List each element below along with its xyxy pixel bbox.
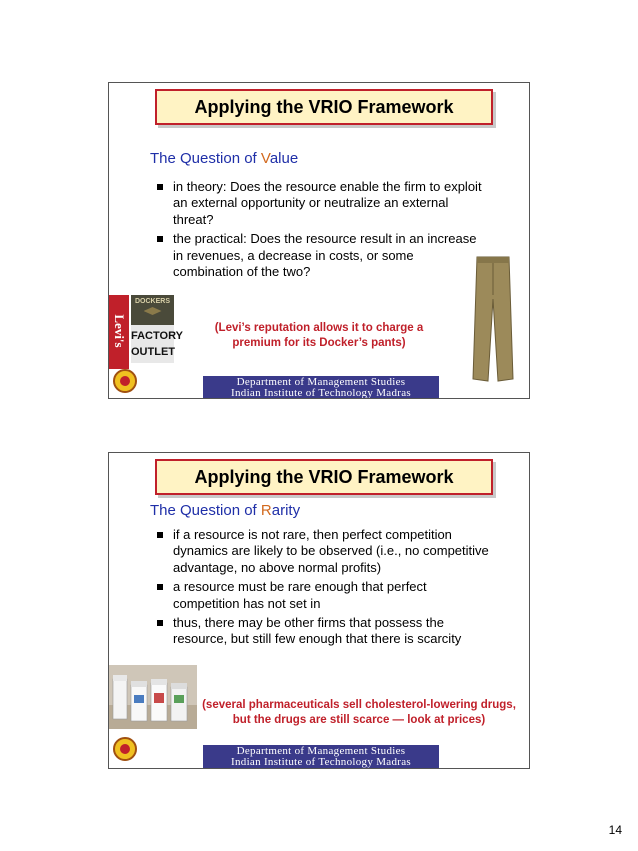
list-item [155,615,495,648]
dockers-brand: DOCKERS [134,298,170,305]
slide-value [108,82,530,399]
levis-logo-text: Levi's [112,314,127,348]
note-line: (several pharmaceuticals sell cholesterol-lowering drugs, [202,699,516,711]
bullet-text: if a resource is not rare, then perfect competition dynamics are likely to be observed (i.e., no competitive advantage, no above normal profits) [173,527,489,575]
banner-line2: Indian Institute of Technology Madras [231,756,411,768]
levis-logo [109,295,129,369]
question-heading [150,150,298,167]
bullet-list [155,179,485,283]
slide-title: Applying the VRIO Framework [155,459,493,495]
dockers-panel [131,295,174,325]
bullet-marker [157,236,163,242]
bullet-text: thus, there may be other firms that possess the resource, but still few enough that there is scarcity [173,615,462,647]
page-number: 14 [608,823,622,837]
question-rest: alue [269,150,299,167]
banner-line2: Indian Institute of Technology Madras [231,387,411,399]
question-initial: R [260,502,272,519]
bullet-marker [157,620,163,626]
department-banner [203,745,439,769]
question-rest: arity [271,502,301,519]
question-heading [150,502,300,519]
list-item [155,231,485,280]
question-initial: V [260,150,270,167]
bullet-marker [157,584,163,590]
list-item [155,579,495,612]
iit-seal-icon [113,369,137,393]
question-prefix: The Question of [150,502,261,519]
bullet-list [155,527,495,651]
sign-line2: OUTLET [131,346,175,358]
example-note [191,698,527,728]
department-banner [203,376,439,399]
bullet-text: the practical: Does the resource result in an increase in revenues, a decrease in costs, or some combination of the two? [173,231,477,280]
bullet-marker [157,532,163,538]
sign-line1: FACTORY [131,330,183,342]
note-line: premium for its Docker’s pants) [232,337,406,349]
question-prefix: The Question of [150,150,261,167]
example-note [199,321,439,351]
khaki-pants-image [471,255,515,383]
list-item [155,527,495,576]
bullet-marker [157,184,163,190]
slide-title: Applying the VRIO Framework [155,89,493,125]
list-item [155,179,485,228]
dockers-sign [131,295,183,363]
note-line: but the drugs are still scarce — look at prices) [232,714,486,726]
medicine-bottles-image [109,665,197,729]
note-line: (Levi’s reputation allows it to charge a [214,322,424,334]
slide-rarity [108,452,530,769]
dockers-emblem-icon [144,307,162,315]
bullet-text: in theory: Does the resource enable the firm to exploit an external opportunity or neutralize an external threat? [173,179,482,227]
banner-line1: Department of Management Studies [236,376,406,388]
iit-seal-icon [113,737,137,761]
banner-line1: Department of Management Studies [236,745,406,757]
bullet-text: a resource must be rare enough that perfect competition has not set in [173,579,427,611]
